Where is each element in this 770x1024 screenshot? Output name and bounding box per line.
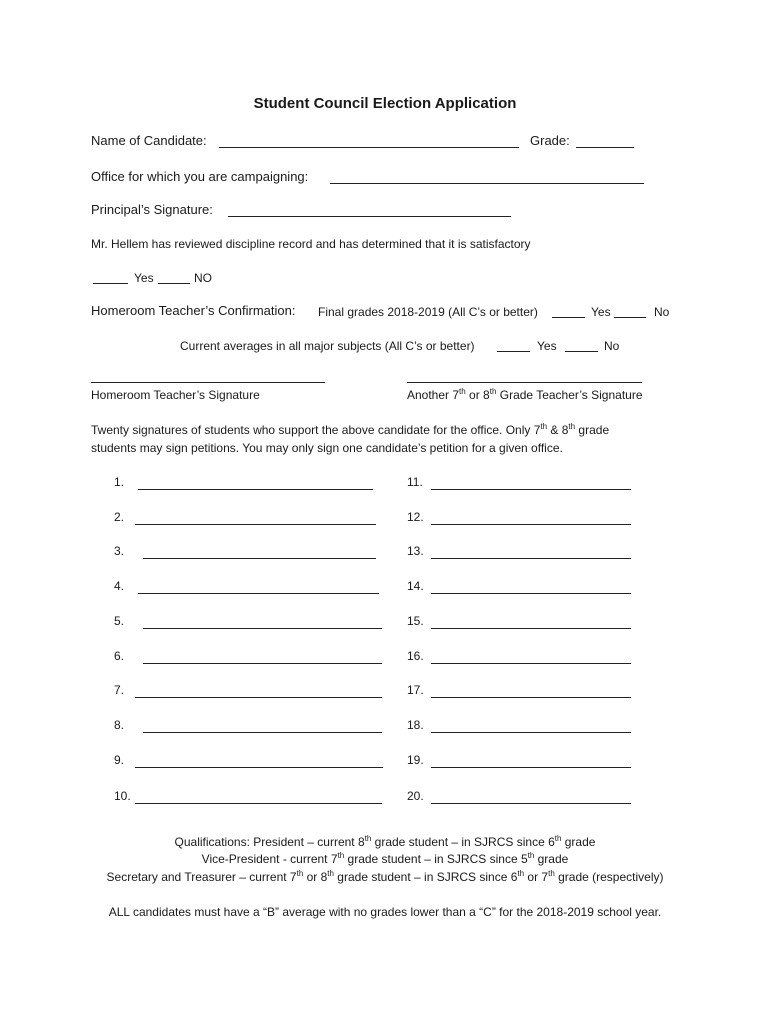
signature-number: 2. bbox=[114, 510, 125, 524]
signature-line[interactable] bbox=[431, 593, 631, 594]
signature-number: 18. bbox=[407, 718, 424, 732]
page-title: Student Council Election Application bbox=[253, 95, 517, 112]
signature-number: 20. bbox=[407, 789, 424, 803]
discipline-yes-blank[interactable] bbox=[93, 283, 128, 284]
signature-number: 8. bbox=[114, 718, 125, 732]
signature-line[interactable] bbox=[143, 663, 382, 664]
signature-number: 5. bbox=[114, 614, 125, 628]
discipline-statement: Mr. Hellem has reviewed discipline record and has determined that it is satisfactory bbox=[91, 237, 531, 251]
petition-instructions-line2: students may sign petitions. You may only sign one candidate’s petition for a given office. bbox=[91, 441, 563, 455]
final-grades-no-label: No bbox=[654, 305, 670, 319]
homeroom-teacher-signature-field[interactable] bbox=[91, 382, 325, 383]
final-grades-no-blank[interactable] bbox=[614, 317, 646, 318]
another-teacher-signature-field[interactable] bbox=[407, 382, 642, 383]
signature-line[interactable] bbox=[135, 524, 376, 525]
signature-line[interactable] bbox=[431, 524, 631, 525]
signature-number: 14. bbox=[407, 579, 424, 593]
signature-line[interactable] bbox=[431, 767, 631, 768]
signature-line[interactable] bbox=[143, 628, 382, 629]
qualification-secretary-treasurer: Secretary and Treasurer – current 7th or 8th grade student – in SJRCS since 6th or 7th grade (respectively) bbox=[106, 869, 664, 884]
signature-line[interactable] bbox=[135, 803, 382, 804]
current-averages-yes-blank[interactable] bbox=[497, 351, 530, 352]
signature-line[interactable] bbox=[143, 558, 376, 559]
signature-line[interactable] bbox=[138, 489, 373, 490]
principal-signature-field[interactable] bbox=[228, 216, 511, 217]
signature-line[interactable] bbox=[431, 803, 631, 804]
signature-line[interactable] bbox=[431, 663, 631, 664]
signature-number: 16. bbox=[407, 649, 424, 663]
qualification-vice-president: Vice-President - current 7th grade student – in SJRCS since 5th grade bbox=[201, 851, 569, 866]
name-label: Name of Candidate: bbox=[91, 133, 207, 148]
signature-number: 6. bbox=[114, 649, 125, 663]
grade-requirement-note: ALL candidates must have a “B” average with no grades lower than a “C” for the 2018-2019 school year. bbox=[108, 905, 662, 919]
signature-line[interactable] bbox=[431, 489, 631, 490]
final-grades-yes-blank[interactable] bbox=[552, 317, 585, 318]
signature-number: 11. bbox=[407, 475, 423, 489]
principal-signature-label: Principal’s Signature: bbox=[91, 202, 213, 217]
signature-number: 9. bbox=[114, 753, 125, 767]
final-grades-yes-label: Yes bbox=[591, 305, 611, 319]
signature-line[interactable] bbox=[431, 697, 631, 698]
name-field[interactable] bbox=[219, 147, 519, 148]
signature-number: 19. bbox=[407, 753, 424, 767]
signature-number: 17. bbox=[407, 683, 424, 697]
signature-line[interactable] bbox=[431, 628, 631, 629]
signature-number: 1. bbox=[114, 475, 125, 489]
signature-number: 3. bbox=[114, 544, 125, 558]
current-averages-no-blank[interactable] bbox=[565, 351, 598, 352]
office-field[interactable] bbox=[330, 183, 644, 184]
homeroom-heading: Homeroom Teacher’s Confirmation: bbox=[91, 303, 296, 318]
signature-number: 10. bbox=[114, 789, 131, 803]
signature-number: 12. bbox=[407, 510, 424, 524]
signature-line[interactable] bbox=[135, 767, 383, 768]
signature-number: 4. bbox=[114, 579, 125, 593]
homeroom-teacher-signature-label: Homeroom Teacher’s Signature bbox=[91, 388, 260, 402]
another-teacher-signature-label: Another 7th or 8th Grade Teacher’s Signature bbox=[407, 387, 643, 402]
current-averages-label: Current averages in all major subjects (All C’s or better) bbox=[180, 339, 475, 353]
signature-line[interactable] bbox=[138, 593, 379, 594]
final-grades-label: Final grades 2018-2019 (All C’s or better) bbox=[318, 305, 538, 319]
signature-line[interactable] bbox=[143, 732, 382, 733]
signature-number: 7. bbox=[114, 683, 125, 697]
signature-number: 13. bbox=[407, 544, 424, 558]
signature-line[interactable] bbox=[431, 732, 631, 733]
qualification-president: Qualifications: President – current 8th grade student – in SJRCS since 6th grade bbox=[174, 834, 596, 849]
signature-line[interactable] bbox=[431, 558, 631, 559]
discipline-no-blank[interactable] bbox=[158, 283, 190, 284]
grade-label: Grade: bbox=[530, 133, 570, 148]
grade-field[interactable] bbox=[576, 147, 634, 148]
current-averages-no-label: No bbox=[604, 339, 620, 353]
signature-number: 15. bbox=[407, 614, 424, 628]
discipline-no-label: NO bbox=[194, 271, 212, 285]
discipline-yes-label: Yes bbox=[134, 271, 154, 285]
petition-instructions-line1: Twenty signatures of students who support the above candidate for the office. Only 7th & 8th grade bbox=[91, 422, 610, 437]
signature-line[interactable] bbox=[135, 697, 382, 698]
current-averages-yes-label: Yes bbox=[537, 339, 557, 353]
office-label: Office for which you are campaigning: bbox=[91, 169, 309, 184]
